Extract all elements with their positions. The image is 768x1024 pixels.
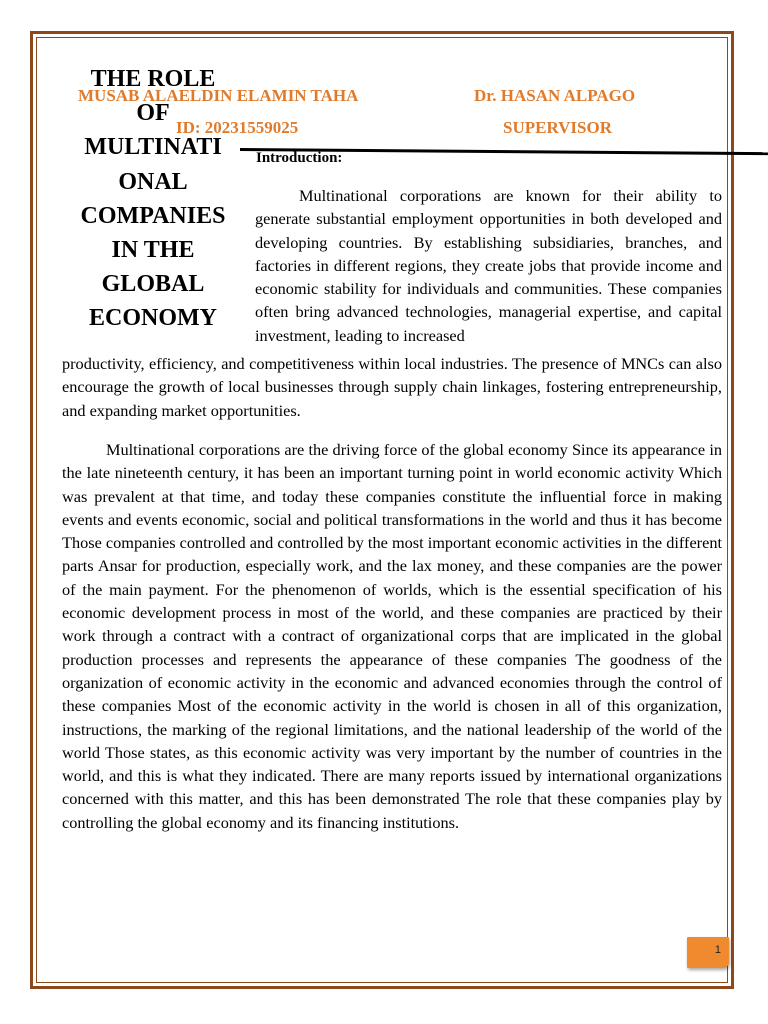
page-number: 1 (714, 944, 721, 956)
title-line: ECONOMY (89, 305, 217, 332)
section-heading-introduction: Introduction: (256, 150, 343, 166)
title-line: OF (136, 100, 170, 127)
title-line: MULTINATI (84, 134, 222, 161)
paragraph-2: Multinational corporations are the driving force of the global economy Since its appearance in the late nineteenth century, it has been an important turning point in world economic activity Which was prevalent at that time, and today these companies constitute the influential force in making events and events economic, social and political transformations in the world and thus it has become Those companies controlled and controlled by the most important economic activities in the different parts Ansar for production, especially work, and the lax money, and these companies are the power of the main payment. For the phenomenon of worlds, which is the essential specification of his economic development process in most of the world, and these companies are practiced by their work through a contract with a contract of organizational corps that are implicated in the global production processes and represents the appearance of these companies The goodness of the organization of economic activity in the economic and advanced economies through the control of these companies Most of the economic activity in the world is chosen in all of this organization, instructions, the marking of the regional limitations, and the national leadership of the world of the world Those states, as this economic activity was very important by the number of countries in the world, and this is what they indicated. There are many reports issued by international organizations concerned with this matter, and this has been demonstrated The role that these companies play by controlling the global economy and its financing institutions. (62, 440, 722, 832)
author-name: MUSAB ALAELDIN ELAMIN TAHA (78, 86, 359, 105)
title-line: THE ROLE (90, 66, 216, 92)
title-line: COMPANIES (80, 202, 226, 229)
title-line: IN THE (111, 237, 195, 264)
supervisor-role: SUPERVISOR (503, 118, 612, 137)
supervisor-name: Dr. HASAN ALPAGO (474, 86, 636, 105)
page-number-tab (687, 937, 729, 968)
author-id: ID: 20231559025 (176, 118, 299, 137)
title-line: ONAL (118, 168, 188, 195)
title-line: GLOBAL (101, 271, 205, 298)
paragraph-1-part-1: Multinational corporations are known for their ability to generate substantial employment opportunities in both developed and developing countries. By establishing subsidiaries, branches, and factories in different regions, they create jobs that provide income and economic stability for individuals and communities. These companies often bring advanced technologies, managerial expertise, and capital investment, leading to increased (255, 186, 722, 345)
paragraph-1-part-2: productivity, efficiency, and competitiveness within local industries. The presence of MNCs can also encourage the growth of local businesses through supply chain linkages, fostering entrepreneurship, and expanding market opportunities. (62, 354, 722, 420)
paragraph-1-wrapped (255, 184, 722, 347)
paragraph-2-wrapper (62, 438, 722, 834)
